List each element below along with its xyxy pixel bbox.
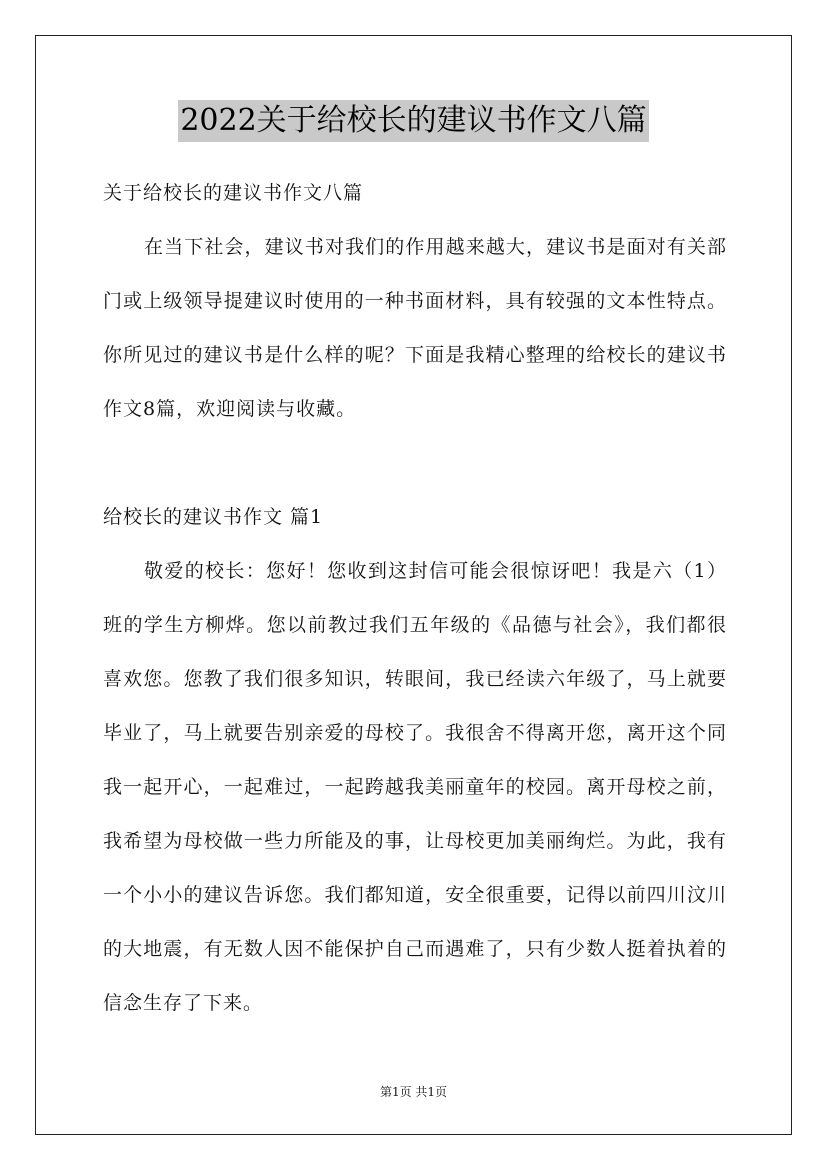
intro-paragraph: 在当下社会，建议书对我们的作用越来越大，建议书是面对有关部门或上级领导提建议时使用的一种书面材料，具有较强的文本性特点。你所见过的建议书是什么样的呢？下面是我精心整理的给校长的建议书作文8篇，欢迎阅读与收藏。 xyxy=(103,236,727,420)
title-container xyxy=(0,100,827,142)
document-subtitle: 关于给校长的建议书作文八篇 xyxy=(103,182,364,204)
page-footer: 第1页 共1页 xyxy=(379,1085,448,1099)
document-title: 2022关于给校长的建议书作文八篇 xyxy=(178,100,648,142)
section-heading: 给校长的建议书作文 篇1 xyxy=(103,506,324,528)
body-paragraph: 敬爱的校长：您好！您收到这封信可能会很惊讶吧！我是六（1）班的学生方柳烨。您以前教过我们五年级的《品德与社会》，我们都很喜欢您。您教了我们很多知识，转眼间，我已经读六年级了，马上就要毕业了，马上就要告别亲爱的母校了。我很舍不得离开您，离开这个同我一起开心，一起难过，一起跨越我美丽童年的校园。离开母校之前，我希望为母校做一些力所能及的事，让母校更加美丽绚烂。为此，我有一个小小的建议告诉您。我们都知道，安全很重要，记得以前四川汶川的大地震，有无数人因不能保护自己而遇难了，只有少数人挺着执着的信念生存了下来。 xyxy=(103,560,727,1014)
intro-section xyxy=(103,220,727,436)
section-body xyxy=(103,544,727,1030)
